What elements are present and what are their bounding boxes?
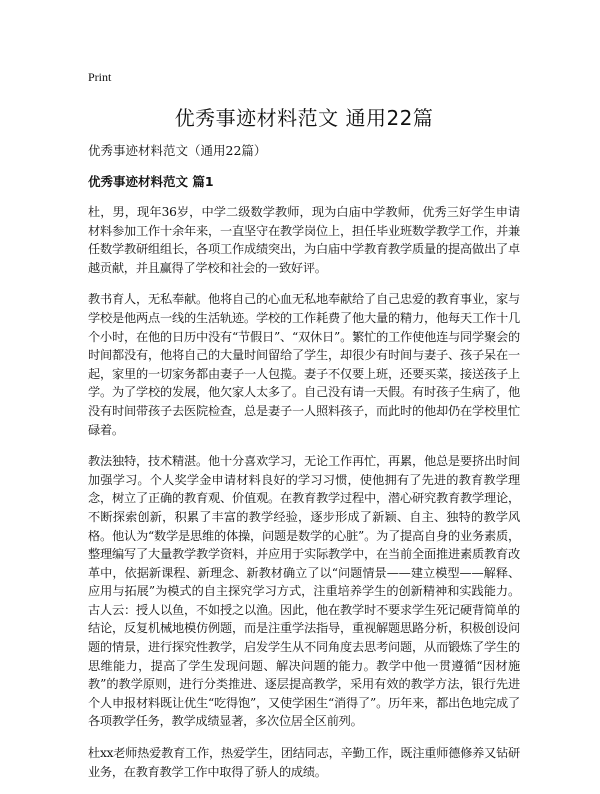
document-title: 优秀事迹材料范文 通用22篇 — [174, 106, 434, 130]
section-heading: 优秀事迹材料范文 篇1 — [88, 174, 214, 189]
document-subtitle: 优秀事迹材料范文（通用22篇） — [88, 143, 267, 158]
paragraph-1: 杜，男，现年36岁，中学二级数学教师，现为白庙中学教师，优秀三好学生申请材料参加工作十余年来，一直坚守在教学岗位上，担任毕业班数学教学工作，并兼任数学教研组组长，各项工作成绩突出，为白庙中学教育教学质量的提高做出了卓越贡献，并且赢得了学校和社会的一致好评。 — [88, 205, 520, 275]
paragraph-4: 杜xx老师热爱教育工作，热爱学生，团结同志，辛勤工作，既注重师德修养又钻研业务，在教育教学工作中取得了骄人的成绩。 — [88, 746, 520, 779]
paragraph-3: 教法独特，技术精湛。他十分喜欢学习，无论工作再忙，再累，他总是要挤出时间加强学习。个人奖学金申请材料良好的学习习惯，使他拥有了先进的教育教学理念，树立了正确的教育观、价值观。在教育教学过程中，潜心研究教育教学理论，不断探索创新，积累了丰富的教学经验，逐步形成了新颖、自主、独特的教学风格。他认为“数学是思维的体操，问题是数学的心脏”。为了提高自身的业务素质，整理编写了大量教学教学资料，并应用于实际教学中，在当前全面推进素质教育改革中，依据新课程、新理念、新教材确立了以“问题情景——建立模型——解释、应用与拓展”为模式的自主探究学习方式，注重培养学生的创新精神和实践能力。古人云：授人以鱼，不如授之以渔。因此，他在教学时不要求学生死记硬背简单的结论，反复机械地模仿例题，而是注重学法指导，重视解题思路分析，积极创设问题的情景，进行探究性教学，启发学生从不同角度去思考问题，从而锻炼了学生的思维能力，提高了学生发现问题、解决问题的能力。教学中他一贯遵循“因材施教”的教学原则，进行分类推进、逐层提高教学，采用有效的教学方法，银行先进个人申报材料既让优生“吃得饱”，又使学困生“消得了”。历年来，都出色地完成了各项教学任务，教学成绩显著，多次位居全区前列。 — [88, 454, 520, 729]
document-page — [88, 70, 520, 794]
print-link[interactable]: Print — [88, 70, 112, 84]
paragraph-2: 教书育人，无私奉献。他将自己的心血无私地奉献给了自己忠爱的教育事业，家与学校是他两点一线的生活轨迹。学校的工作耗费了他大量的精力，他每天工作十几个小时，在他的日历中没有“节假日”、“双休日”。繁忙的工作使他连与同学聚会的时间都没有，他将自己的大量时间留给了学生，却很少有时间与妻子、孩子呆在一起，家里的一切家务都由妻子一人包揽。妻子不仅要上班，还要买菜，接送孩子上学。为了学校的发展，他欠家人太多了。自己没有请一天假。有时孩子生病了，他没有时间带孩子去医院检查，总是妻子一人照料孩子，而此时的他却仍在学校里忙碌着。 — [88, 292, 520, 437]
